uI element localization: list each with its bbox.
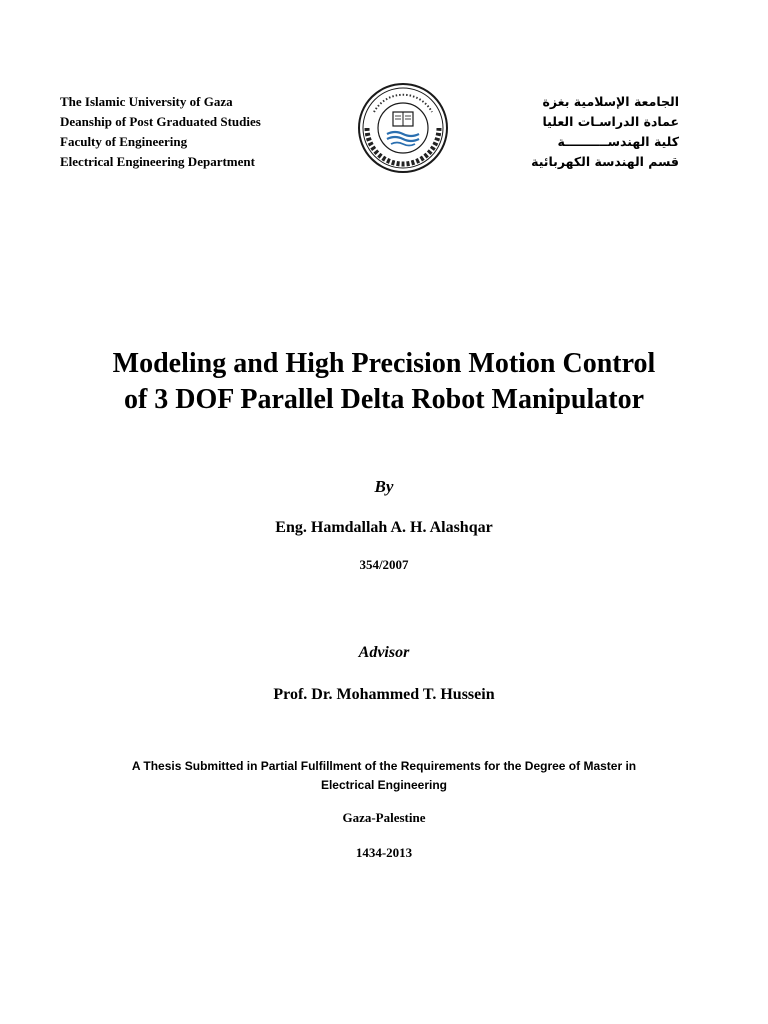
thesis-title-line-1: Modeling and High Precision Motion Control — [112, 348, 656, 379]
deanship-name: Deanship of Post Graduated Studies — [60, 114, 261, 129]
by-label: By — [374, 477, 394, 496]
institution-header-arabic — [531, 92, 679, 172]
department-name-arabic: قسم الهندسة الكهربائية — [531, 154, 679, 169]
faculty-name: Faculty of Engineering — [60, 134, 188, 149]
faculty-name-arabic: كلية الهندســــــــــة — [557, 134, 679, 149]
thesis-statement-line-1: A Thesis Submitted in Partial Fulfillment of the Requirements for the Degree of Master in — [131, 759, 637, 773]
thesis-title — [0, 346, 768, 418]
location: Gaza-Palestine — [342, 810, 426, 825]
thesis-statement-line-2: Electrical Engineering — [320, 778, 448, 792]
deanship-name-arabic: عمادة الدراسـات العليا — [542, 114, 679, 129]
department-name: Electrical Engineering Department — [60, 154, 255, 169]
thesis-title-line-2: of 3 DOF Parallel Delta Robot Manipulator — [123, 384, 644, 415]
year: 1434-2013 — [355, 845, 413, 860]
student-id: 354/2007 — [359, 557, 409, 572]
author-name: Eng. Hamdallah A. H. Alashqar — [275, 519, 493, 536]
advisor-name: Prof. Dr. Mohammed T. Hussein — [273, 686, 495, 703]
university-name-arabic: الجامعة الإسلامية بغزة — [542, 94, 679, 109]
university-seal-icon — [357, 82, 449, 174]
university-name: The Islamic University of Gaza — [60, 94, 233, 109]
institution-header-english — [60, 92, 261, 172]
thesis-statement — [0, 757, 768, 795]
advisor-label: Advisor — [358, 644, 410, 661]
